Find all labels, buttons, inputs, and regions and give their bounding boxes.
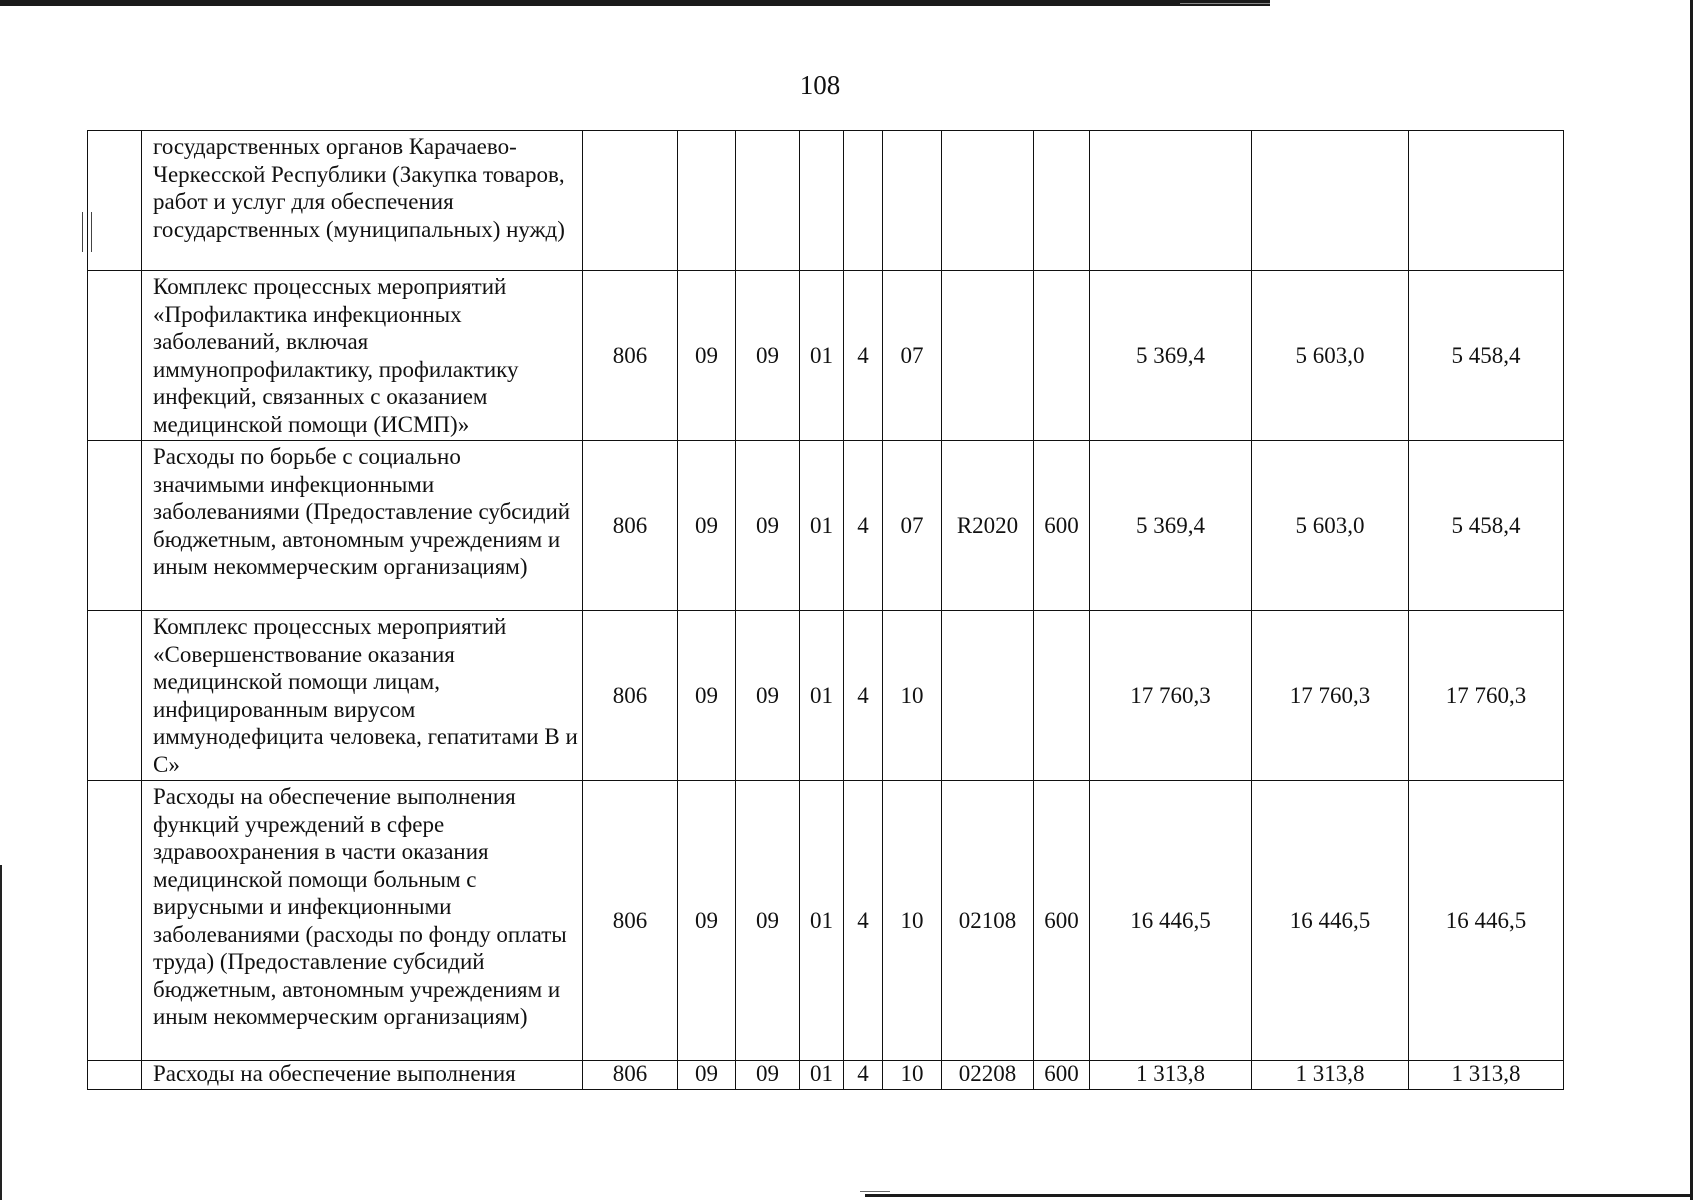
table-row: [88, 1061, 1564, 1090]
code-cell: [800, 131, 844, 271]
amount-cell: 16 446,5: [1090, 781, 1252, 1061]
code-cell: 4: [844, 611, 883, 781]
scan-border-top: [0, 0, 1270, 6]
code-cell: R2020: [942, 441, 1034, 611]
amount-cell: 5 458,4: [1409, 271, 1564, 441]
code-cell: [942, 131, 1034, 271]
amount-cell: 1 313,8: [1252, 1061, 1409, 1090]
amount-cell: 5 458,4: [1409, 441, 1564, 611]
description-cell: Комплекс процессных мероприятий «Совершенствование оказания медицинской помощи лицам, инфицированным вирусом иммунодефицита человека, гепатитами В и С»: [142, 611, 583, 781]
amount-cell: 1 313,8: [1409, 1061, 1564, 1090]
code-cell: 600: [1034, 441, 1090, 611]
table-row: [88, 271, 1564, 441]
code-cell: [1034, 131, 1090, 271]
code-cell: 09: [678, 1061, 736, 1090]
code-cell: [942, 611, 1034, 781]
code-cell: 01: [800, 271, 844, 441]
row-number-cell: [88, 271, 142, 441]
code-cell: [583, 131, 678, 271]
code-cell: 02108: [942, 781, 1034, 1061]
code-cell: 600: [1034, 1061, 1090, 1090]
code-cell: [1034, 271, 1090, 441]
code-cell: 01: [800, 611, 844, 781]
amount-cell: 1 313,8: [1090, 1061, 1252, 1090]
code-cell: 09: [736, 781, 800, 1061]
code-cell: 806: [583, 1061, 678, 1090]
table-row: [88, 441, 1564, 611]
code-cell: 806: [583, 441, 678, 611]
row-number-cell: [88, 441, 142, 611]
code-cell: 01: [800, 1061, 844, 1090]
amount-cell: [1409, 131, 1564, 271]
code-cell: 09: [736, 271, 800, 441]
code-cell: 09: [736, 1061, 800, 1090]
code-cell: [844, 131, 883, 271]
code-cell: [883, 131, 942, 271]
code-cell: 4: [844, 1061, 883, 1090]
description-cell: Расходы на обеспечение выполнения: [142, 1061, 583, 1090]
code-cell: 806: [583, 611, 678, 781]
description-cell: Комплекс процессных мероприятий «Профилактика инфекционных заболеваний, включая иммунопрофилактику, профилактику инфекций, связанных с оказанием медицинской помощи (ИСМП)»: [142, 271, 583, 441]
code-cell: 09: [678, 271, 736, 441]
code-cell: 600: [1034, 781, 1090, 1061]
amount-cell: 16 446,5: [1252, 781, 1409, 1061]
table-row: [88, 781, 1564, 1061]
description-cell: Расходы на обеспечение выполнения функций учреждений в сфере здравоохранения в части оказания медицинской помощи больным с вирусными и инфекционными заболеваниями (расходы по фонду оплаты труда) (Предоставление субсидий бюджетным, автономным учреждениям и иным некоммерческим организациям): [142, 781, 583, 1061]
table-row: [88, 131, 1564, 271]
scan-border-bottom-dash: [860, 1191, 890, 1192]
code-cell: 09: [678, 781, 736, 1061]
code-cell: [1034, 611, 1090, 781]
amount-cell: 17 760,3: [1409, 611, 1564, 781]
amount-cell: 5 603,0: [1252, 271, 1409, 441]
description-cell: государственных органов Карачаево-Черкесской Республики (Закупка товаров, работ и услуг для обеспечения государственных (муниципальных) нужд): [142, 131, 583, 271]
code-cell: [678, 131, 736, 271]
scan-border-left: [0, 865, 2, 1200]
scan-border-bottom: [865, 1194, 1693, 1197]
code-cell: 07: [883, 441, 942, 611]
budget-table: [87, 130, 1564, 1090]
code-cell: 10: [883, 781, 942, 1061]
code-cell: 02208: [942, 1061, 1034, 1090]
page-number: 108: [799, 70, 841, 100]
row-number-cell: [88, 1061, 142, 1090]
code-cell: 806: [583, 781, 678, 1061]
amount-cell: [1252, 131, 1409, 271]
amount-cell: 16 446,5: [1409, 781, 1564, 1061]
table-row: [88, 611, 1564, 781]
code-cell: 09: [736, 611, 800, 781]
code-cell: 09: [736, 441, 800, 611]
code-cell: 01: [800, 441, 844, 611]
code-cell: 09: [678, 441, 736, 611]
scan-border-top-thin: [1180, 3, 1270, 4]
code-cell: 4: [844, 441, 883, 611]
amount-cell: 5 369,4: [1090, 271, 1252, 441]
code-cell: 10: [883, 611, 942, 781]
code-cell: [736, 131, 800, 271]
code-cell: [942, 271, 1034, 441]
code-cell: 4: [844, 781, 883, 1061]
row-number-cell: [88, 611, 142, 781]
description-cell: Расходы по борьбе с социально значимыми инфекционными заболеваниями (Предоставление субсидий бюджетным, автономным учреждениям и иным некоммерческим организациям): [142, 441, 583, 611]
row-number-cell: [88, 781, 142, 1061]
amount-cell: [1090, 131, 1252, 271]
code-cell: 07: [883, 271, 942, 441]
amount-cell: 17 760,3: [1090, 611, 1252, 781]
code-cell: 09: [678, 611, 736, 781]
code-cell: 10: [883, 1061, 942, 1090]
code-cell: 4: [844, 271, 883, 441]
row-number-cell: [88, 131, 142, 271]
amount-cell: 17 760,3: [1252, 611, 1409, 781]
code-cell: 806: [583, 271, 678, 441]
code-cell: 01: [800, 781, 844, 1061]
amount-cell: 5 603,0: [1252, 441, 1409, 611]
amount-cell: 5 369,4: [1090, 441, 1252, 611]
